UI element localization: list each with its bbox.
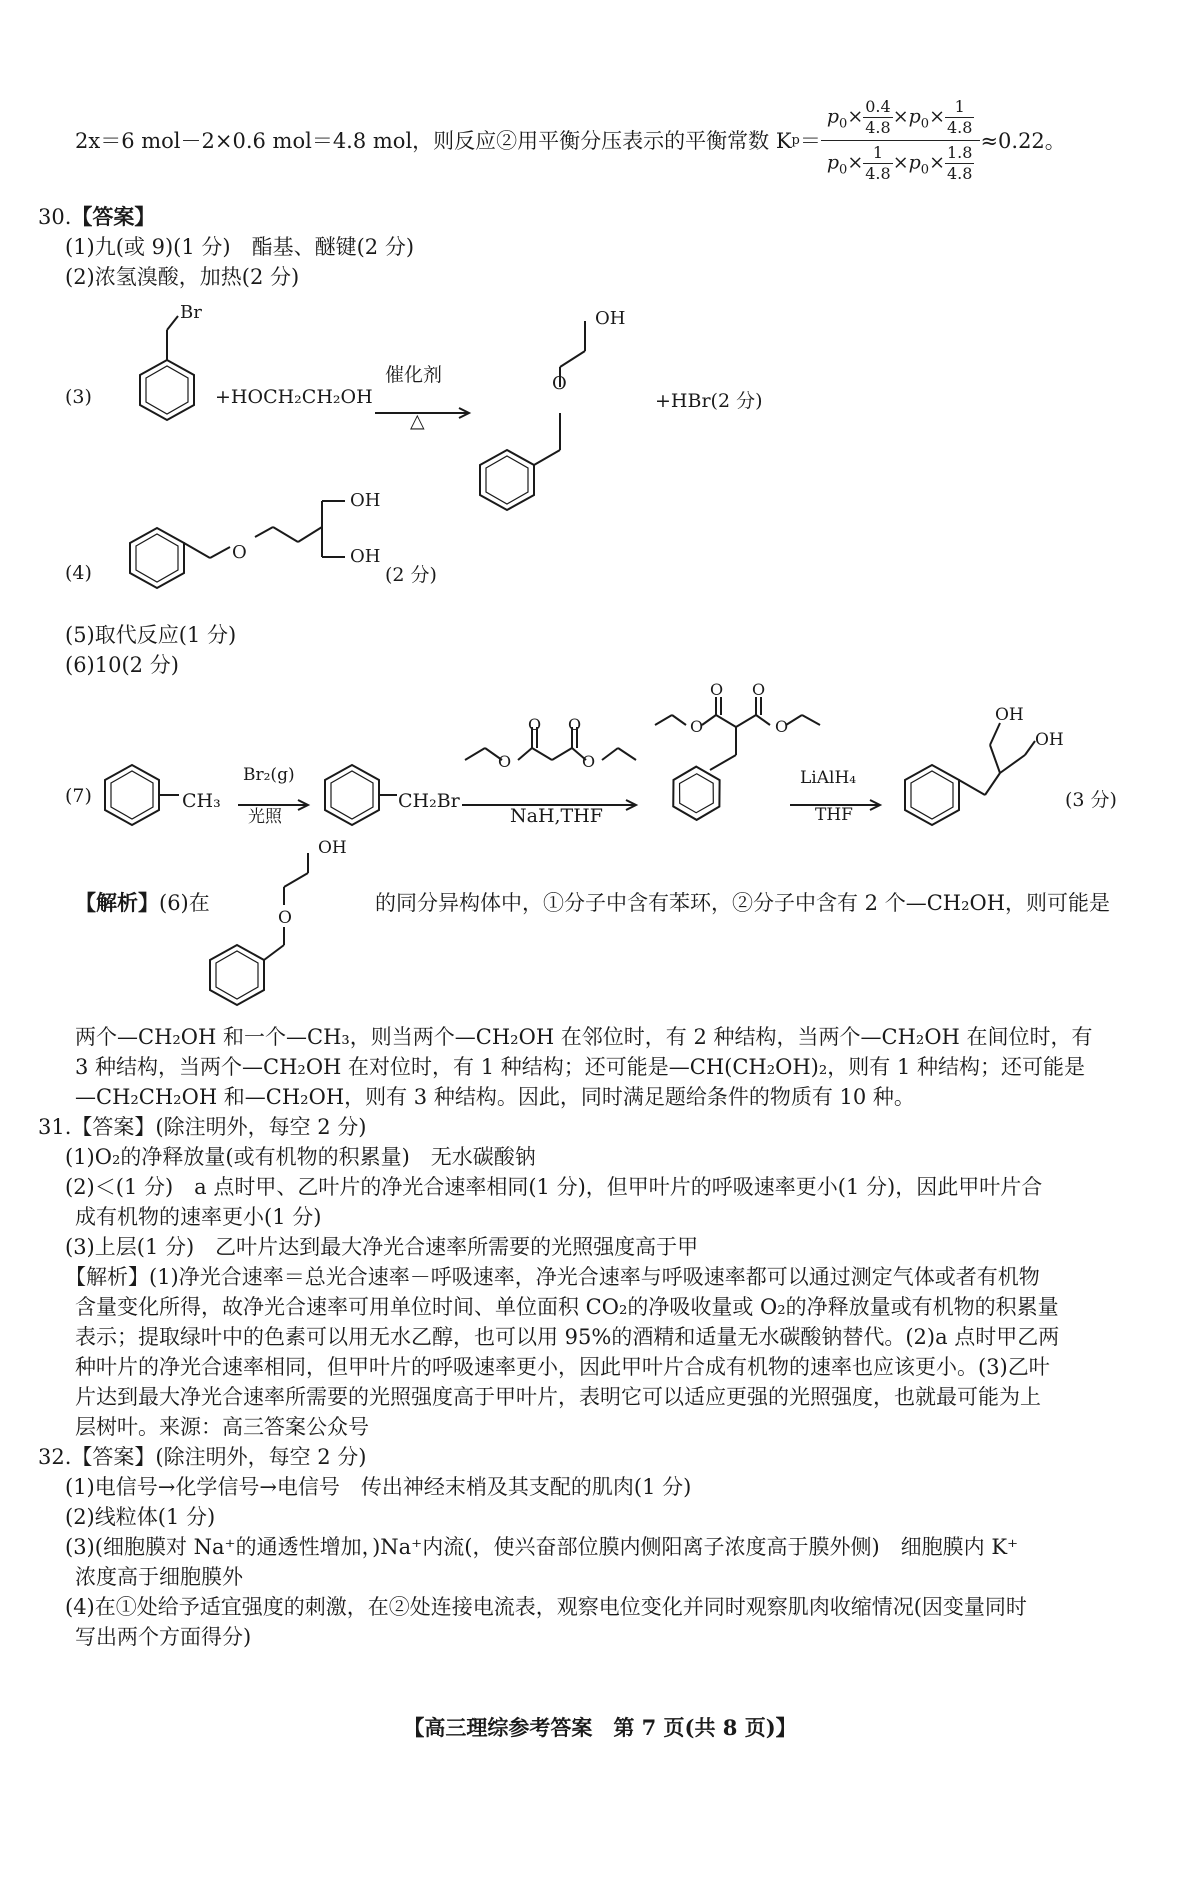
- kp-subscript: p: [791, 132, 800, 148]
- q32-heading: 32.【答案】(除注明外，每空 2 分): [38, 1445, 367, 1469]
- nah-thf-condition: NaH,THF: [510, 805, 603, 827]
- q32-line-2: (2)线粒体(1 分): [65, 1505, 216, 1529]
- ch2br-label: CH₂Br: [398, 790, 460, 812]
- equation-result: ≈0.22。: [980, 129, 1066, 153]
- q30-analysis-line-3: —CH₂CH₂OH 和—CH₂OH，则有 3 种结构。因此，同时满足题给条件的物质有 10 种。: [75, 1085, 915, 1109]
- product-o4: O: [775, 717, 789, 736]
- q30-part3-label: (3): [65, 386, 92, 408]
- q30-analysis-tag: 【解析】: [75, 890, 159, 915]
- light-condition: 光照: [248, 807, 282, 827]
- analysis-oxygen-label: O: [278, 908, 292, 928]
- q30-part5: (5)取代反应(1 分): [65, 623, 237, 647]
- part4-score: (2 分): [385, 564, 437, 586]
- thf-solvent: THF: [815, 805, 853, 825]
- ether-oxygen-label: O: [552, 373, 567, 394]
- kp-equation: [75, 96, 1066, 183]
- q30-analysis-tail: 的同分异构体中，①分子中含有苯环，②分子中含有 2 个—CH₂OH，则可能是: [375, 891, 1111, 915]
- malonate-o3: O: [498, 752, 512, 771]
- q31-line-1: (1)O₂的净释放量(或有机物的积累量) 无水碳酸钠: [65, 1145, 536, 1169]
- ethylene-glycol-reagent: +HOCH₂CH₂OH: [215, 386, 373, 408]
- benzyloxyethanol-svg: [470, 315, 630, 530]
- q30-part7-label: (7): [65, 785, 92, 807]
- malonate-o4: O: [582, 752, 596, 771]
- part4-oxygen-label: O: [232, 542, 247, 563]
- q32-line-6: 写出两个方面得分): [75, 1625, 252, 1649]
- product-o3: O: [690, 717, 704, 736]
- part4-oh-top: OH: [350, 490, 381, 511]
- analysis-structure: [200, 845, 350, 1025]
- kp-fraction: $p_0\times$ $\frac{0.4}{4.8}$ $\times p_0\times$ $\frac{1}{4.8}$ $p_0\times$ $\frac{1}{4.8}$ $\times p_0\times$ $\frac{1.8}{4.8}$: [821, 97, 981, 184]
- page-footer: 【高三理综参考答案 第 7 页(共 8 页)】: [403, 1715, 797, 1740]
- part4-oh-bottom: OH: [350, 546, 381, 567]
- q30-part4-label: (4): [65, 562, 92, 584]
- q31-analysis-line-3: 表示；提取绿叶中的色素可以用无水乙醇，也可以用 95%的酒精和适量无水碳酸钠替代。(2)a 点时甲乙两: [75, 1325, 1060, 1349]
- q31-heading: 31.【答案】(除注明外，每空 2 分): [38, 1115, 367, 1139]
- analysis-oh-label: OH: [318, 838, 347, 858]
- hydroxyl-label: OH: [595, 308, 626, 329]
- malonate-o1: O: [528, 715, 542, 734]
- q32-line-4: 浓度高于细胞膜外: [75, 1565, 243, 1589]
- heat-symbol: △: [410, 410, 425, 432]
- q31-analysis-line-5: 片达到最大净光合速率所需要的光照强度高于甲叶片，表明它可以适应更强的光照强度，也就最可能为上: [75, 1385, 1041, 1409]
- equals-sign: ＝: [799, 129, 821, 153]
- q30-analysis-line-2: 3 种结构，当两个—CH₂OH 在对位时，有 1 种结构；还可能是—CH(CH₂OH)₂，则有 1 种结构；还可能是: [75, 1055, 1085, 1079]
- final-oh-1: OH: [995, 705, 1024, 725]
- q31-analysis-line-4: 种叶片的净光合速率相同，但甲叶片的呼吸速率更小，因此甲叶片合成有机物的速率也应该更小。(3)乙叶: [75, 1355, 1050, 1379]
- br-label: Br: [180, 302, 202, 323]
- q30-part6: (6)10(2 分): [65, 653, 179, 677]
- equation-lhs: 2x＝6 mol－2×0.6 mol＝4.8 mol，则反应②用平衡分压表示的平衡常数 K: [75, 129, 792, 153]
- q30-heading: [38, 202, 155, 232]
- final-oh-2: OH: [1035, 730, 1064, 750]
- analysis-structure-svg: [200, 845, 350, 1020]
- q31-analysis-line-6: 层树叶。来源：高三答案公众号: [75, 1415, 369, 1439]
- catalyst-label: 催化剂: [385, 364, 443, 386]
- product-o1: O: [710, 680, 724, 699]
- q30-part2: (2)浓氢溴酸，加热(2 分): [65, 265, 300, 289]
- malonate-o2: O: [568, 715, 582, 734]
- q31-line-3: 成有机物的速率更小(1 分): [75, 1205, 322, 1229]
- hbr-product: +HBr(2 分): [655, 390, 763, 412]
- q32-line-3: (3)(细胞膜对 Na⁺的通透性增加，)Na⁺内流(，使兴奋部位膜内侧阳离子浓度高于膜外侧) 细胞膜内 K⁺: [65, 1535, 1019, 1559]
- part7-score: (3 分): [1065, 789, 1117, 811]
- q31-line-4: (3)上层(1 分) 乙叶片达到最大净光合速率所需要的光照强度高于甲: [65, 1235, 699, 1259]
- lialh4-reagent: LiAlH₄: [800, 768, 857, 788]
- q31-analysis-line-1: 【解析】(1)净光合速率＝总光合速率－呼吸速率，净光合速率与呼吸速率都可以通过测定气体或者有机物: [65, 1265, 1040, 1289]
- q30-number: 30.: [38, 205, 72, 229]
- benzyloxyethanol-structure: [470, 315, 630, 535]
- product-o2: O: [752, 680, 766, 699]
- diethyl-malonate-structure: [460, 705, 640, 790]
- q30-analysis-line-1: 两个—CH₂OH 和一个—CH₃，则当两个—CH₂OH 在邻位时，有 2 种结构，当两个—CH₂OH 在间位时，有: [75, 1025, 1093, 1049]
- q31-analysis-line-2: 含量变化所得，故净光合速率可用单位时间、单位面积 CO₂的净吸收量或 O₂的净释放量或有机物的积累量: [75, 1295, 1059, 1319]
- q32-line-5: (4)在①处给予适宜强度的刺激，在②处连接电流表，观察电位变化并同时观察肌肉收缩情况(因变量同时: [65, 1595, 1027, 1619]
- q32-line-1: (1)电信号→化学信号→电信号 传出神经末梢及其支配的肌肉(1 分): [65, 1475, 692, 1499]
- q31-line-2: (2)＜(1 分) a 点时甲、乙叶片的净光合速率相同(1 分)，但甲叶片的呼吸速率更小(1 分)，因此甲叶片合: [65, 1175, 1043, 1199]
- q30-answer-tag: 【答案】: [71, 204, 156, 229]
- diethyl-malonate-svg: [460, 705, 640, 785]
- reaction-arrow-3: [375, 400, 475, 424]
- q30-analysis-lead: 【解析】(6)在: [75, 890, 210, 915]
- bromine-reagent: Br₂(g): [243, 765, 295, 785]
- q30-part1: (1)九(或 9)(1 分) 酯基、醚键(2 分): [65, 235, 415, 259]
- methyl-label: CH₃: [182, 790, 221, 812]
